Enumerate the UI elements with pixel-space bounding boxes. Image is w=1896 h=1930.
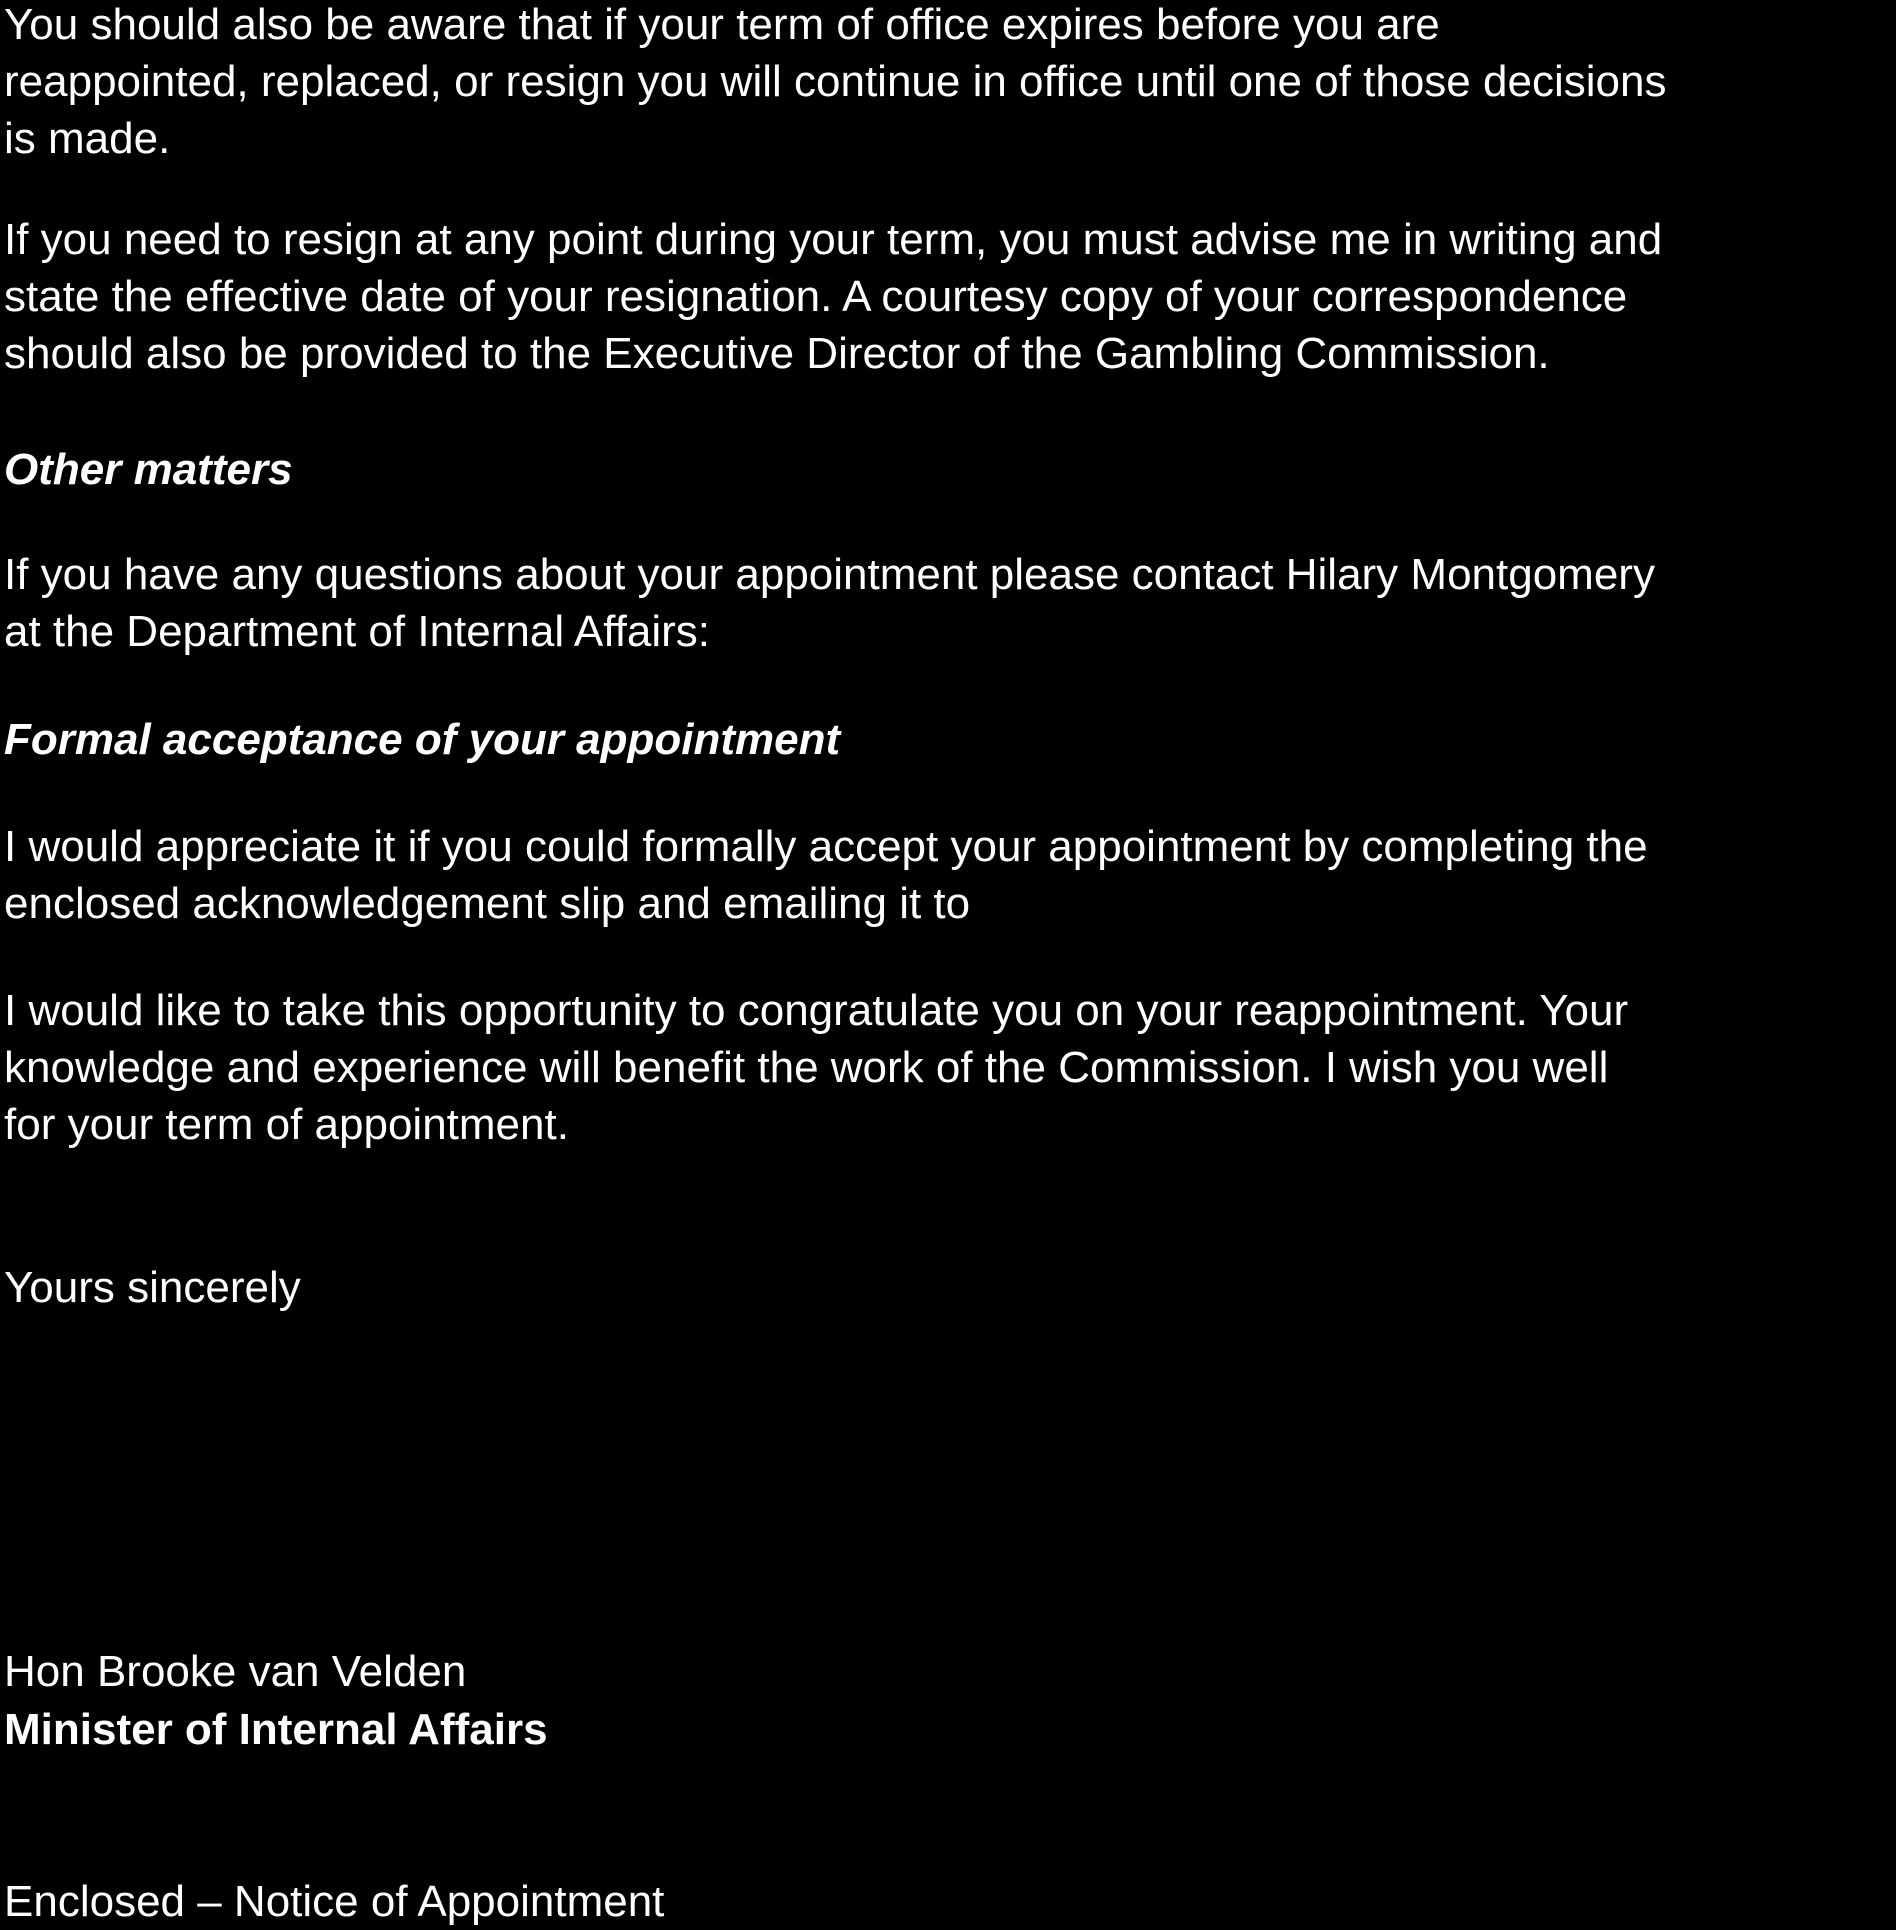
text-line: reappointed, replaced, or resign you will continue in office until one of those decisions xyxy=(4,57,1667,106)
heading-other-matters: Other matters xyxy=(4,445,293,494)
text-line: for your term of appointment. xyxy=(4,1100,569,1149)
text-line: I would appreciate it if you could formally accept your appointment by completing the xyxy=(4,822,1648,871)
text-line: You should also be aware that if your term of office expires before you are xyxy=(4,0,1440,49)
paragraph-term-expiry xyxy=(4,0,1666,167)
text-line: I would like to take this opportunity to congratulate you on your reappointment. Your xyxy=(4,986,1629,1035)
text-line: is made. xyxy=(4,114,171,163)
paragraph-congratulations xyxy=(4,982,1628,1153)
enclosure-note: Enclosed – Notice of Appointment xyxy=(4,1877,665,1926)
text-line: should also be provided to the Executive Director of the Gambling Commission. xyxy=(4,329,1550,378)
paragraph-resignation xyxy=(4,211,1662,382)
text-line: If you have any questions about your appointment please contact Hilary Montgomery xyxy=(4,550,1655,599)
text-line: at the Department of Internal Affairs: xyxy=(4,607,711,656)
closing-salutation: Yours sincerely xyxy=(4,1263,301,1312)
paragraph-questions xyxy=(4,546,1655,660)
signatory-title: Minister of Internal Affairs xyxy=(4,1705,548,1754)
paragraph-acceptance xyxy=(4,818,1648,932)
text-line: If you need to resign at any point during your term, you must advise me in writing and xyxy=(4,215,1663,264)
heading-formal-acceptance: Formal acceptance of your appointment xyxy=(4,715,841,764)
text-line: knowledge and experience will benefit the work of the Commission. I wish you well xyxy=(4,1043,1609,1092)
text-line: state the effective date of your resignation. A courtesy copy of your correspondence xyxy=(4,272,1628,321)
signatory-name: Hon Brooke van Velden xyxy=(4,1647,467,1696)
text-line: enclosed acknowledgement slip and emailing it to xyxy=(4,879,971,928)
